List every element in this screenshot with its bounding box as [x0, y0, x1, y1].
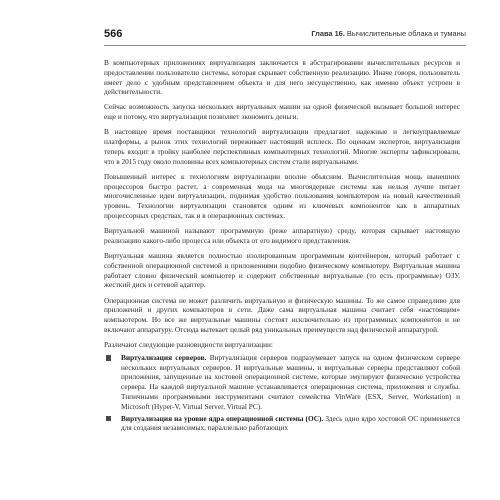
- paragraph-interest: Повышенный интерес к технологиям виртуализации вполне объясним. Вычислительная мощь нынешних процессоров быстро растет, а современная мода на многоядерные системы как нельзя лучше питает многочисленные идеи виртуализации, поднимая удобство пользования компьютером на новый качественный уровень. Технологии виртуализации становятся одним из ключевых компонентов как в аппаратных процессорных средствах, так и в операционных системах.: [104, 171, 460, 221]
- running-head: [104, 27, 466, 41]
- page-body: [104, 58, 460, 435]
- paragraph-market: В настоящее время поставщики технологий виртуализации предлагают надежные и легкоуправляемые платформы, а рынок этих технологий переживает настоящий всплеск. По оценкам экспертов, виртуализация теперь входит в тройку наиболее перспективных компьютерных технологий. Многие эксперты зафиксировали, что в 2015 году около половины всех компьютерных систем стали виртуальными.: [104, 127, 460, 166]
- square-bullet-icon: [106, 355, 111, 360]
- page-number: 566: [104, 28, 123, 40]
- bullet-term: Виртуализация на уровне ядра операционной системы (ОС).: [121, 413, 324, 423]
- header-rule: [104, 45, 466, 46]
- paragraph-isolated-container: Виртуальная машина является полностью изолированным программным контейнером, который работает с собственной операционной системой и приложениями подобно физическому компьютеру. Виртуальная машина работает словно физический компьютер и содержит собственные виртуальные (то есть программные) ОЗУ, жесткий диск и сетевой адаптер.: [104, 251, 460, 290]
- list-item-server-virtualization: [104, 353, 460, 412]
- paragraph-virtualization-definition: В компьютерных приложениях виртуализация заключается в абстрагировании вычислительных ресурсов и предоставлении пользователю системы, которая скрывает собственную реализацию. Иначе говоря, пользователь имеет дело с удобным представлением объекта и для него несущественно, как именно объект устроен в действительности.: [104, 58, 460, 97]
- bullet-term: Виртуализация серверов.: [121, 352, 207, 362]
- chapter-label: Глава 16.: [311, 29, 345, 38]
- chapter-heading: [311, 28, 466, 40]
- paragraph-types-intro: Различают следующие разновидности виртуализации:: [104, 340, 273, 349]
- virtualization-types-list: [104, 353, 460, 433]
- bullet-text: Виртуализация серверов подразумевает запуск на одном физическом сервере нескольких виртуальных серверов. И виртуальные машины, и виртуальные серверы представляют собой приложения, запущенные на хостовой операционной системе, которые эмулируют физические устройства сервера. На каждой виртуальной машине устанавливается операционная система, приложения и службы. Типичными программными инструментами считают семейства VinWare (ESX, Server, Workstation) и Microsoft (Hyper-V, Virtual Server, Virtual PC).: [121, 352, 460, 411]
- paragraph-os-cannot-distinguish: Операционная система не может различить виртуальную и физическую машины. То же самое справедливо для приложений и других компьютеров в сети. Даже сама виртуальная машина считает себя «настоящим» компьютером. Но все же виртуальные машины состоят исключительно из программных компонентов и не включают аппаратуру. Отсюда вытекает целый ряд уникальных преимуществ над физической аппаратурой.: [104, 295, 460, 334]
- chapter-title: Вычислительные облака и туманы: [346, 29, 466, 38]
- paragraph-virtual-machine-definition: Виртуальной машиной называют программную (реже аппаратную) среду, которая скрывает настоящую реализацию какого-либо процесса или объекта от его видимого представления.: [104, 226, 460, 245]
- bullet-text: Здесь одно ядро хостовой ОС применяется для создания независимых, параллельно работающих: [121, 413, 460, 433]
- list-item-kernel-virtualization: [104, 414, 460, 434]
- square-bullet-icon: [106, 416, 111, 421]
- paragraph-cost-savings: Сейчас возможность запуска нескольких виртуальных машин на одной физической вызывает большой интерес еще и потому, что виртуализация позволяет экономить деньги.: [104, 102, 460, 122]
